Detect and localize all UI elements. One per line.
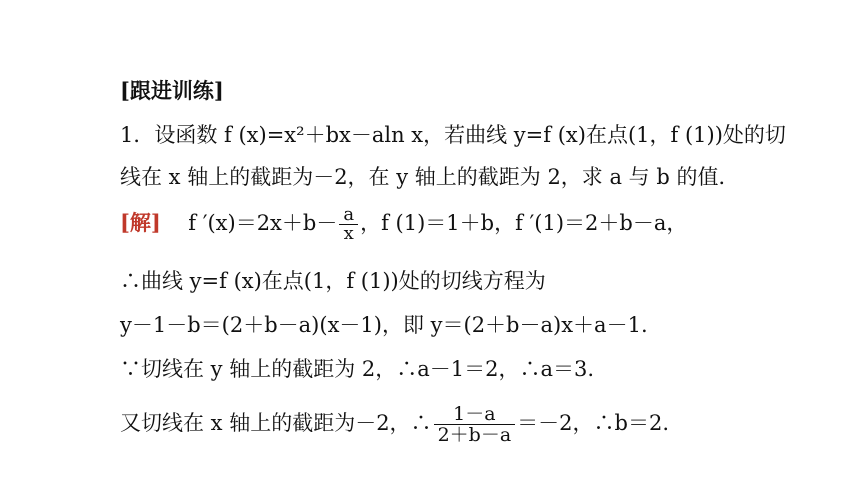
problem-line-2: 线在 x 轴上的截距为－2，在 y 轴上的截距为 2，求 a 与 b 的值．	[120, 165, 740, 189]
solution-line-3: y－1－b＝(2＋b－a)(x－1)，即 y＝(2＋b－a)x＋a－1.	[120, 313, 648, 337]
fraction-denominator: 2＋b－a	[437, 424, 512, 446]
derivative-values: ，f (1)＝1＋b，f ′(1)＝2＋b－a，	[360, 211, 688, 235]
solution-line-1	[120, 206, 687, 243]
solution-tag: [解]	[120, 210, 161, 235]
solution-line-4: ∵切线在 y 轴上的截距为 2，∴a－1＝2，∴a＝3.	[120, 357, 595, 381]
fraction-intercept	[434, 404, 516, 445]
x-intercept-text: 又切线在 x 轴上的截距为－2，∴	[120, 411, 432, 435]
derivative-expression: f ′(x)＝2x＋b－	[188, 211, 338, 235]
problem-line-1: 1．设函数 f (x)=x²＋bx－aln x，若曲线 y=f (x)在点(1，f (1))处的切	[120, 123, 786, 147]
b-result: ＝－2，∴b＝2.	[517, 411, 669, 435]
fraction-numerator: a	[339, 206, 358, 225]
section-heading: [跟进训练]	[120, 78, 224, 103]
fraction-numerator: 1－a	[434, 404, 516, 425]
fraction-a-over-x	[339, 206, 358, 243]
solution-line-5	[120, 404, 669, 445]
fraction-denominator: x	[343, 223, 354, 244]
solution-line-2: ∴曲线 y=f (x)在点(1，f (1))处的切线方程为	[120, 269, 546, 293]
